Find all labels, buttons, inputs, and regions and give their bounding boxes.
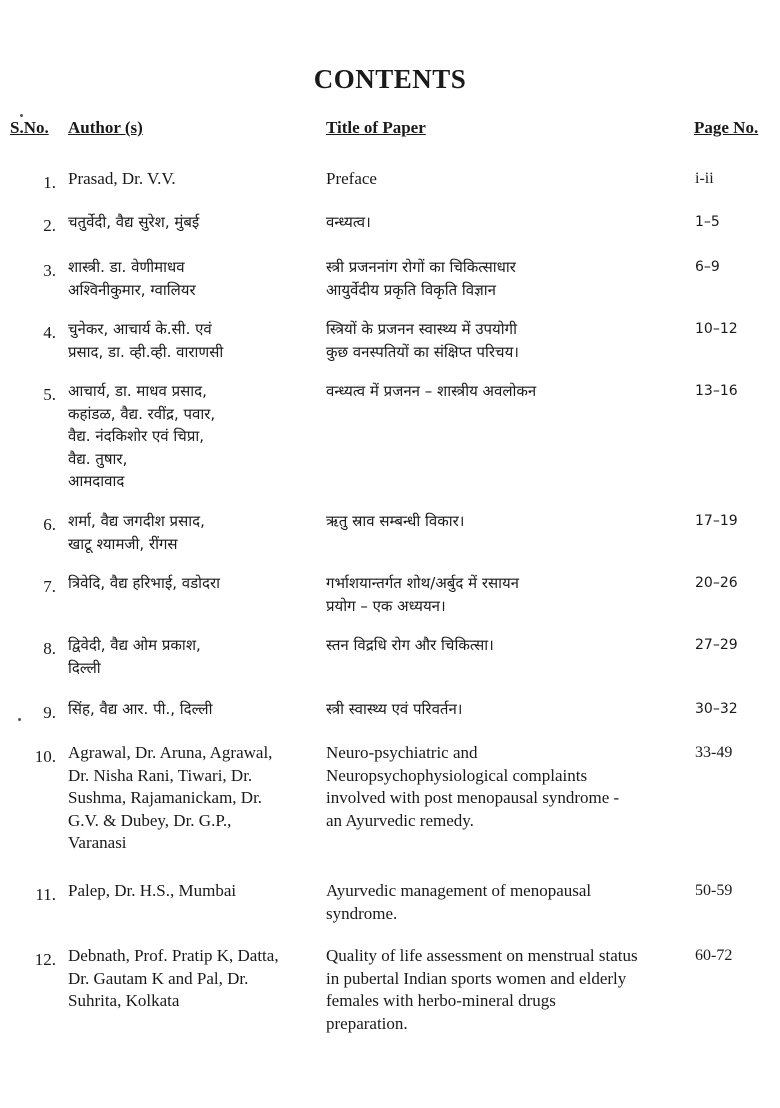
paper-title-cell (326, 211, 686, 234)
page-number: 33-49 (695, 744, 733, 761)
author-line: शर्मा, वैद्य जगदीश प्रसाद, (68, 512, 205, 530)
author-line: Dr. Nisha Rani, Tiwari, Dr. (68, 765, 253, 785)
page-number: 6–9 (695, 259, 720, 275)
paper-title-cell (326, 510, 686, 533)
serial-number: 10. (34, 747, 56, 766)
paper-title-line: preparation. (326, 1013, 408, 1033)
paper-title-line: स्त्री प्रजननांग रोगों का चिकित्साधार (326, 258, 516, 276)
paper-title-line: an Ayurvedic remedy. (326, 810, 474, 830)
author-line: Varanasi (68, 833, 127, 852)
page-number: 13–16 (695, 383, 738, 399)
paper-title-cell (326, 880, 686, 925)
serial-number: 11. (35, 885, 56, 904)
serial-number: 7. (43, 577, 56, 596)
author-line: Agrawal, Dr. Aruna, Agrawal, (68, 743, 273, 762)
serial-number: 8. (43, 639, 56, 658)
author-line: वैद्य. तुषार, (68, 449, 128, 468)
author-line: Palep, Dr. H.S., Mumbai (68, 881, 237, 900)
page-number: 30–32 (695, 701, 738, 717)
author-line: प्रसाद, डा. व्ही.व्ही. वाराणसी (68, 342, 224, 361)
serial-number: 5. (43, 385, 56, 404)
serial-number: 3. (43, 261, 56, 280)
author-line: Debnath, Prof. Pratip K, Datta, (68, 946, 279, 965)
column-header-page: Page No. (694, 118, 759, 137)
paper-title-line: involved with post menopausal syndrome - (326, 788, 620, 807)
paper-title-line: कुछ वनस्पतियों का संक्षिप्त परिचय। (326, 342, 519, 361)
author-line: Sushma, Rajamanickam, Dr. (68, 788, 263, 807)
paper-title-line: गर्भाशयान्तर्गत शोथ/अर्बुद में रसायन (326, 574, 519, 592)
author-cell (68, 880, 318, 903)
paper-title-line: Neuro-psychiatric and (326, 743, 478, 762)
author-line: शास्त्री. डा. वेणीमाधव (68, 258, 185, 276)
paper-title-line: स्तन विद्रधि रोग और चिकित्सा। (326, 636, 494, 654)
author-cell (68, 318, 318, 363)
paper-title-cell (326, 380, 686, 403)
author-cell (68, 572, 318, 595)
paper-title-cell (326, 318, 686, 363)
paper-title-cell (326, 698, 686, 721)
paper-title-cell (326, 945, 686, 1035)
author-line: G.V. & Dubey, Dr. G.P., (68, 810, 232, 830)
page-number: i-ii (695, 170, 714, 187)
page-number: 50-59 (695, 882, 733, 899)
paper-title-line: Ayurvedic management of menopausal (326, 881, 592, 900)
author-line: आचार्य, डा. माधव प्रसाद, (68, 382, 207, 400)
author-line: खाटू श्यामजी, रींगस (68, 534, 178, 553)
page-number: 27–29 (695, 637, 738, 653)
serial-number: 1. (43, 173, 56, 192)
page-title: CONTENTS (313, 64, 467, 94)
paper-title-line: आयुर्वेदीय प्रकृति विकृति विज्ञान (326, 280, 496, 299)
serial-number: 4. (43, 323, 56, 342)
paper-title-line: वन्ध्यत्व। (326, 213, 371, 231)
page-number: 60-72 (695, 947, 733, 964)
serial-number: 6. (43, 515, 56, 534)
author-line: द्विवेदी, वैद्य ओम प्रकाश, (68, 636, 201, 654)
serial-number: 9. (43, 703, 56, 722)
author-line: कहांडळ, वैद्य. रवींद्र, पवार, (68, 404, 216, 423)
author-line: त्रिवेदि, वैद्य हरिभाई, वडोदरा (68, 574, 221, 592)
author-cell (68, 168, 318, 191)
paper-title-line: स्त्री स्वास्थ्य एवं परिवर्तन। (326, 700, 463, 718)
paper-title-cell (326, 168, 686, 191)
paper-title-line: ऋतु स्राव सम्बन्धी विकार। (326, 512, 465, 530)
author-line: दिल्ली (68, 658, 101, 677)
paper-title-line: in pubertal Indian sports women and elderly (326, 968, 627, 988)
author-line: चुनेकर, आचार्य के.सी. एवं (68, 320, 212, 338)
author-cell (68, 380, 318, 493)
author-line: Dr. Gautam K and Pal, Dr. (68, 968, 249, 988)
paper-title-line: वन्ध्यत्व में प्रजनन – शास्त्रीय अवलोकन (326, 382, 537, 400)
author-line: सिंह, वैद्य आर. पी., दिल्ली (68, 700, 213, 718)
author-cell (68, 742, 318, 855)
paper-title-line: स्त्रियों के प्रजनन स्वास्थ्य में उपयोगी (326, 320, 517, 338)
author-cell (68, 510, 318, 555)
author-cell (68, 211, 318, 234)
paper-title-line: Preface (326, 169, 377, 188)
serial-number: 2. (43, 216, 56, 235)
paper-title-cell (326, 256, 686, 301)
column-header-sno: S.No. (10, 118, 49, 137)
author-line: वैद्य. नंदकिशोर एवं चिप्रा, (68, 427, 205, 445)
author-line: आमदावाद (68, 472, 125, 490)
paper-title-line: syndrome. (326, 903, 398, 923)
author-line: अश्विनीकुमार, ग्वालियर (68, 280, 196, 299)
author-line: चतुर्वेदी, वैद्य सुरेश, मुंबई (68, 213, 200, 231)
paper-title-line: Neuropsychophysiological complaints (326, 765, 588, 785)
author-cell (68, 698, 318, 721)
column-header-author: Author (s) (68, 118, 143, 137)
author-cell (68, 634, 318, 679)
speck-mark (20, 114, 23, 117)
paper-title-line: Quality of life assessment on menstrual status (326, 946, 638, 965)
column-header-title: Title of Paper (326, 118, 426, 137)
paper-title-cell (326, 572, 686, 617)
page-number: 17–19 (695, 513, 738, 529)
paper-title-cell (326, 742, 686, 832)
page-number: 1–5 (695, 214, 720, 230)
author-cell (68, 945, 318, 1013)
author-line: Suhrita, Kolkata (68, 991, 180, 1010)
author-cell (68, 256, 318, 301)
page-number: 20–26 (695, 575, 738, 591)
author-line: Prasad, Dr. V.V. (68, 169, 176, 188)
serial-number: 12. (34, 950, 56, 969)
paper-title-cell (326, 634, 686, 657)
paper-title-line: प्रयोग – एक अध्ययन। (326, 596, 446, 615)
page-number: 10–12 (695, 321, 738, 337)
paper-title-line: females with herbo-mineral drugs (326, 991, 556, 1010)
